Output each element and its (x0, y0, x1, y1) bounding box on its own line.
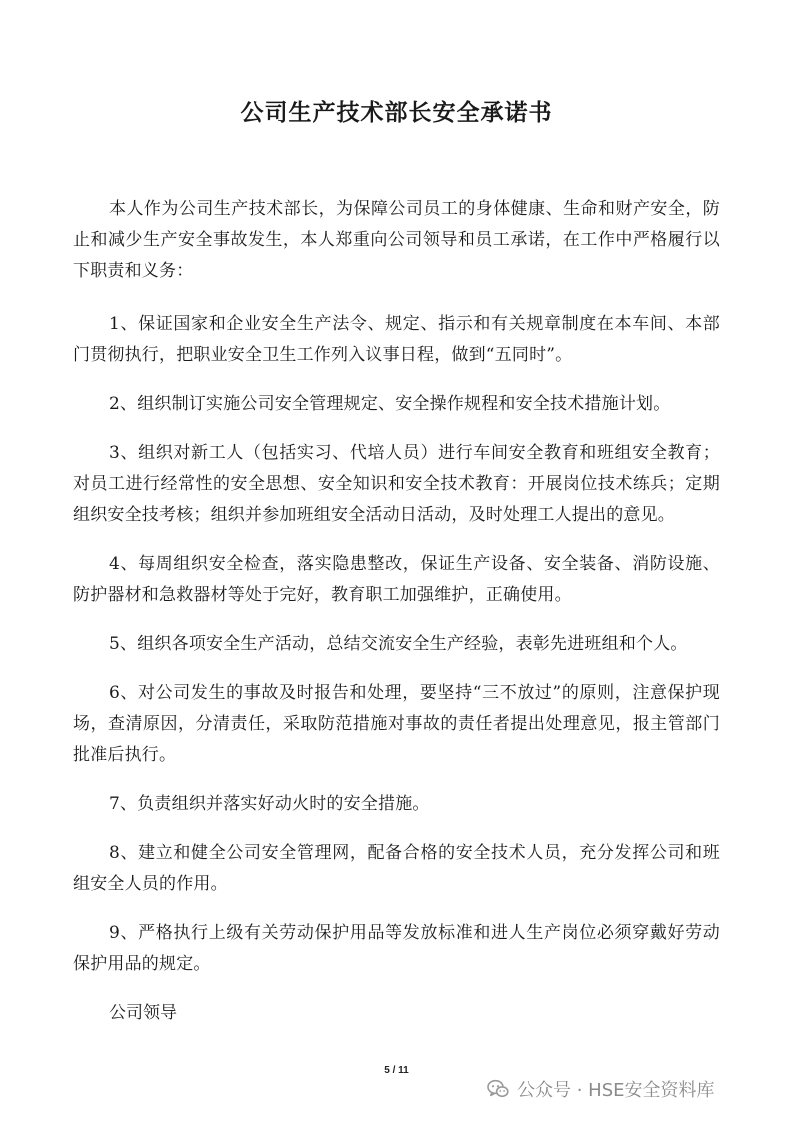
duty-item-4: 4、每周组织安全检查，落实隐患整改，保证生产设备、安全装备、消防设施、防护器材和急救器材等处于完好，教育职工加强维护，正确使用。 (73, 554, 720, 605)
duty-item-5: 5、组织各项安全生产活动，总结交流安全生产经验，表彰先进班组和个人。 (109, 634, 688, 654)
watermark-text: 公众号 · HSE安全资料库 (517, 1080, 715, 1101)
duty-item-3: 3、组织对新工人（包括实习、代培人员）进行车间安全教育和班组安全教育；对员工进行经常性的安全思想、安全知识和安全技术教育：开展岗位技术练兵；定期组织安全技考核；组织并参加班组安全活动日活动，及时处理工人提出的意见。 (73, 443, 720, 525)
watermark (486, 1076, 715, 1102)
document-body (73, 194, 720, 1029)
duty-item-8: 8、建立和健全公司安全管理网，配备合格的安全技术人员，充分发挥公司和班组安全人员的作用。 (73, 843, 720, 894)
duty-item-6: 6、对公司发生的事故及时报告和处理，要坚持“三不放过”的原则，注意保护现场，查清原因，分清责任，采取防范措施对事故的责任者提出处理意见，报主管部门批准后执行。 (73, 683, 720, 765)
wechat-icon (486, 1077, 510, 1101)
duty-item-2: 2、组织制订实施公司安全管理规定、安全操作规程和安全技术措施计划。 (109, 394, 671, 414)
duty-item-9: 9、严格执行上级有关劳动保护用品等发放标准和进人生产岗位必须穿戴好劳动保护用品的规定。 (73, 923, 720, 974)
signature-line: 公司领导 (109, 1003, 177, 1023)
page-title: 公司生产技术部长安全承诺书 (240, 99, 553, 126)
duty-item-7: 7、负责组织并落实好动火时的安全措施。 (109, 794, 430, 814)
intro-paragraph: 本人作为公司生产技术部长，为保障公司员工的身体健康、生命和财产安全，防止和减少生产安全事故发生，本人郑重向公司领导和员工承诺，在工作中严格履行以下职责和义务： (73, 199, 720, 281)
duty-item-1: 1、保证国家和企业安全生产法令、规定、指示和有关规章制度在本车间、本部门贯彻执行，把职业安全卫生工作列入议事日程，做到“五同时”。 (73, 314, 720, 365)
page-number: 5 / 11 (384, 1065, 409, 1076)
